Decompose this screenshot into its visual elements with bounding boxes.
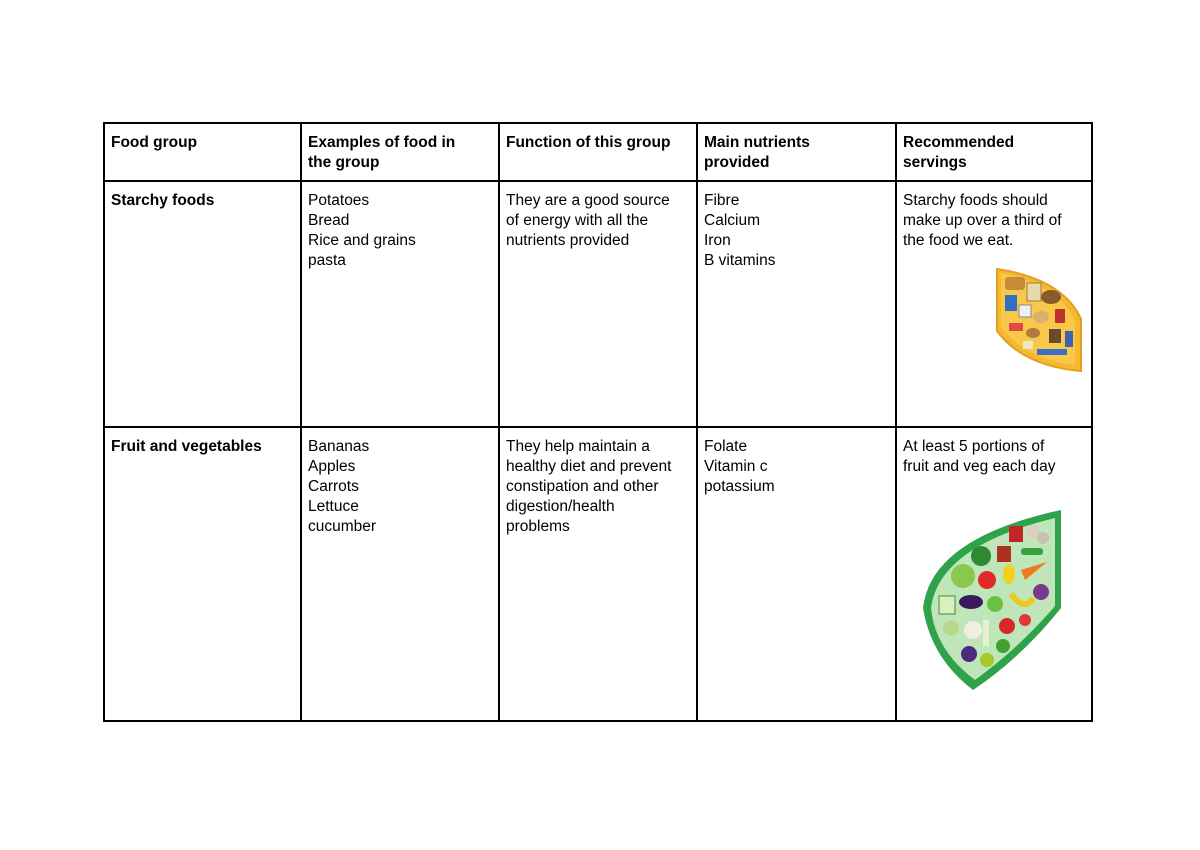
- cell-function: They are a good source of energy with all the nutrients provided: [499, 181, 697, 427]
- header-food-group: Food group: [104, 123, 301, 181]
- header-nutrients: Main nutrients provided: [697, 123, 896, 181]
- eatwell-plate-fruit-veg-icon: [921, 508, 1063, 692]
- cell-examples: Bananas Apples Carrots Lettuce cucumber: [301, 427, 499, 721]
- cell-nutrients: Fibre Calcium Iron B vitamins: [697, 181, 896, 427]
- cell-nutrients: Folate Vitamin c potassium: [697, 427, 896, 721]
- cell-examples: Potatoes Bread Rice and grains pasta: [301, 181, 499, 427]
- cell-function: They help maintain a healthy diet and prevent constipation and other digestion/health problems: [499, 427, 697, 721]
- cell-servings: Starchy foods should make up over a third of the food we eat.: [896, 181, 1092, 427]
- food-groups-table: [103, 122, 1093, 722]
- cell-food-group: Fruit and vegetables: [104, 427, 301, 721]
- table-row-fruit-and-vegetables: [104, 427, 1092, 721]
- table-row-starchy-foods: [104, 181, 1092, 427]
- table-header-row: [104, 123, 1092, 181]
- header-servings: Recommended servings: [896, 123, 1092, 181]
- cell-servings: At least 5 portions of fruit and veg each day: [896, 427, 1092, 721]
- header-function: Function of this group: [499, 123, 697, 181]
- eatwell-plate-starchy-icon: [993, 261, 1085, 373]
- cell-food-group: Starchy foods: [104, 181, 301, 427]
- header-examples: Examples of food in the group: [301, 123, 499, 181]
